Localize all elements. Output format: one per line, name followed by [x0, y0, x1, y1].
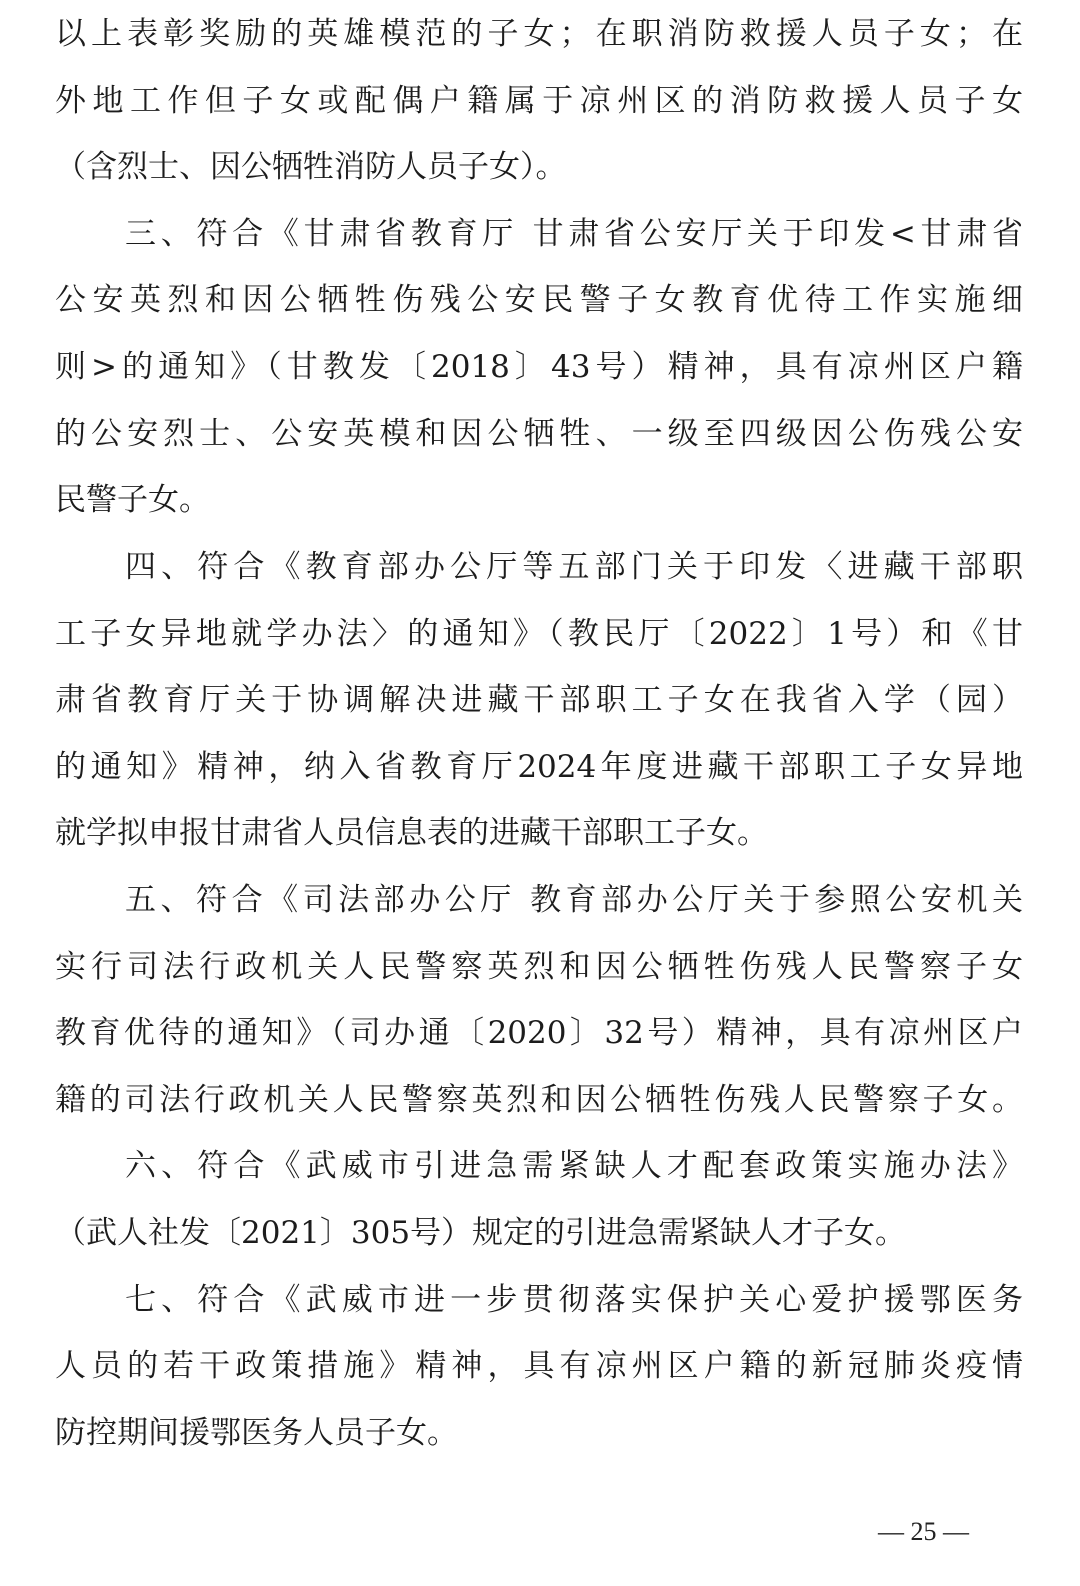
- text-line: 外地工作但子女或配偶户籍属于凉州区的消防救援人员子女: [55, 83, 1023, 119]
- text-line: 教育优待的通知》（司办通〔2020〕32号）精神，具有凉州区户: [55, 1015, 1023, 1051]
- paragraph-6-start: 六、符合《武威市引进急需紧缺人才配套政策实施办法》: [125, 1148, 1023, 1184]
- text-line: 肃省教育厅关于协调解决进藏干部职工子女在我省入学（园）: [55, 682, 1023, 718]
- text-line: 工子女异地就学办法〉的通知》（教民厅〔2022〕1号）和《甘: [55, 616, 1023, 652]
- text-line: 防控期间援鄂医务人员子女。: [55, 1415, 458, 1451]
- text-line: 的通知》精神，纳入省教育厅2024年度进藏干部职工子女异地: [55, 749, 1023, 785]
- text-line: 就学拟申报甘肃省人员信息表的进藏干部职工子女。: [55, 815, 768, 851]
- text-line: （含烈士、因公牺牲消防人员子女）。: [55, 149, 567, 185]
- paragraph-7-start: 七、符合《武威市进一步贯彻落实保护关心爱护援鄂医务: [125, 1282, 1023, 1318]
- text-line: 公安英烈和因公牺牲伤残公安民警子女教育优待工作实施细: [55, 282, 1023, 318]
- text-line: 的公安烈士、公安英模和因公牺牲、一级至四级因公伤残公安: [55, 416, 1023, 452]
- text-line: 人员的若干政策措施》精神，具有凉州区户籍的新冠肺炎疫情: [55, 1348, 1023, 1384]
- text-line: 实行司法行政机关人民警察英烈和因公牺牲伤残人民警察子女: [55, 949, 1023, 985]
- text-line: 民警子女。: [55, 482, 210, 518]
- text-line: 则>的通知》（甘教发〔2018〕43号）精神，具有凉州区户籍: [55, 349, 1023, 385]
- text-line: 以上表彰奖励的英雄模范的子女；在职消防救援人员子女；在: [55, 16, 1023, 52]
- paragraph-3-start: 三、符合《甘肃省教育厅 甘肃省公安厅关于印发<甘肃省: [125, 216, 1023, 252]
- page-number: — 25 —: [878, 1517, 969, 1546]
- paragraph-5-start: 五、符合《司法部办公厅 教育部办公厅关于参照公安机关: [125, 882, 1023, 918]
- paragraph-4-start: 四、符合《教育部办公厅等五部门关于印发〈进藏干部职: [125, 549, 1023, 585]
- text-line: 籍的司法行政机关人民警察英烈和因公牺牲伤残人民警察子女。: [55, 1082, 1023, 1118]
- text-line: （武人社发〔2021〕305号）规定的引进急需紧缺人才子女。: [55, 1215, 907, 1251]
